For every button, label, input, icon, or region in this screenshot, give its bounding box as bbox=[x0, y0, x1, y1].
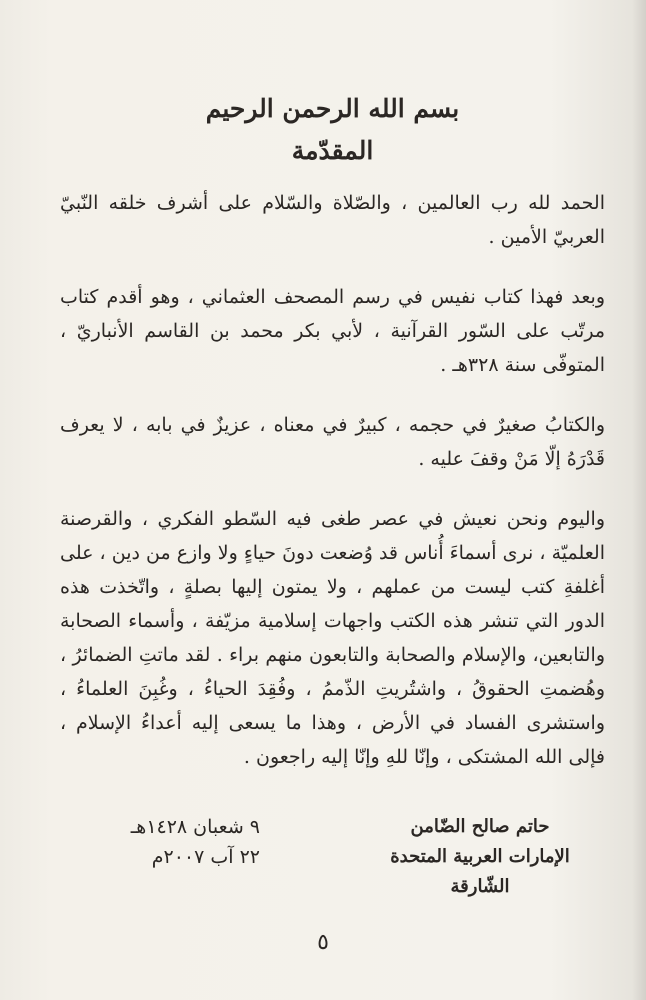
paragraph-book-value: والكتابُ صغيرٌ في حجمه ، كبيرٌ في معناه ، عزيزٌ في بابه ، لا يعرف قَدْرَهُ إلّا مَنْ وقفَ عليه . bbox=[60, 414, 605, 470]
page-edge-shadow bbox=[632, 0, 646, 1000]
author-city: الشّارقة bbox=[450, 876, 510, 897]
author-name: حاتم صالح الضّامن bbox=[410, 816, 550, 837]
paragraph-book-intro: وبعد فهذا كتاب نفيس في رسم المصحف العثماني ، وهو أقدم كتاب مرتّب على السّور القرآنية ، لأبي بكر محمد بن القاسم الأنباريّ ، المتوفّى سنة ٣٢٨هـ . bbox=[60, 286, 605, 376]
date-hijri: ٩ شعبان ١٤٢٨هـ bbox=[130, 816, 260, 838]
signoff bbox=[60, 812, 605, 922]
paragraph-plagiarism: واليوم ونحن نعيش في عصر طغى فيه السّطو الفكري ، والقرصنة العلميّة ، نرى أسماءَ أُناس قد وُضعت دونَ حياءٍ ولا وازع من دين ، على أغلفةِ كتب ليست من عملهم ، ولا يمتون إليها بصلةٍ ، واتّخذت هذه الدور التي تنشر هذه الكتب واجهات إسلامية مزيّفة ، وأسماء الصحابة والتابعين، والإسلام والصحابة والتابعون منهم براء . لقد ماتتِ الضمائرُ ، وهُضمتِ الحقوقُ ، واشتُريتِ الذّممُ ، وفُقِدَ الحياءُ ، وغُبِنَ العلماءُ ، واستشرى الفساد في الأرض ، وهذا ما يسعى إليه أعداءُ الإسلام ، فإلى الله المشتكى ، وإنّا للهِ وإنّا إليه راجعون . bbox=[60, 508, 605, 768]
page-content bbox=[60, 92, 605, 800]
page-number: ٥ bbox=[317, 930, 329, 955]
date-block bbox=[60, 812, 260, 872]
author-country: الإمارات العربية المتحدة bbox=[390, 846, 570, 867]
paragraph-praise: الحمد لله رب العالمين ، والصّلاة والسّلام على أشرف خلقه النّبيّ العربيّ الأمين . bbox=[60, 192, 605, 248]
author-block bbox=[355, 812, 605, 902]
basmala: بسم الله الرحمن الرحيم bbox=[205, 94, 460, 123]
page-title: المقدّمة bbox=[291, 136, 374, 165]
date-gregorian: ٢٢ آب ٢٠٠٧م bbox=[151, 846, 260, 868]
